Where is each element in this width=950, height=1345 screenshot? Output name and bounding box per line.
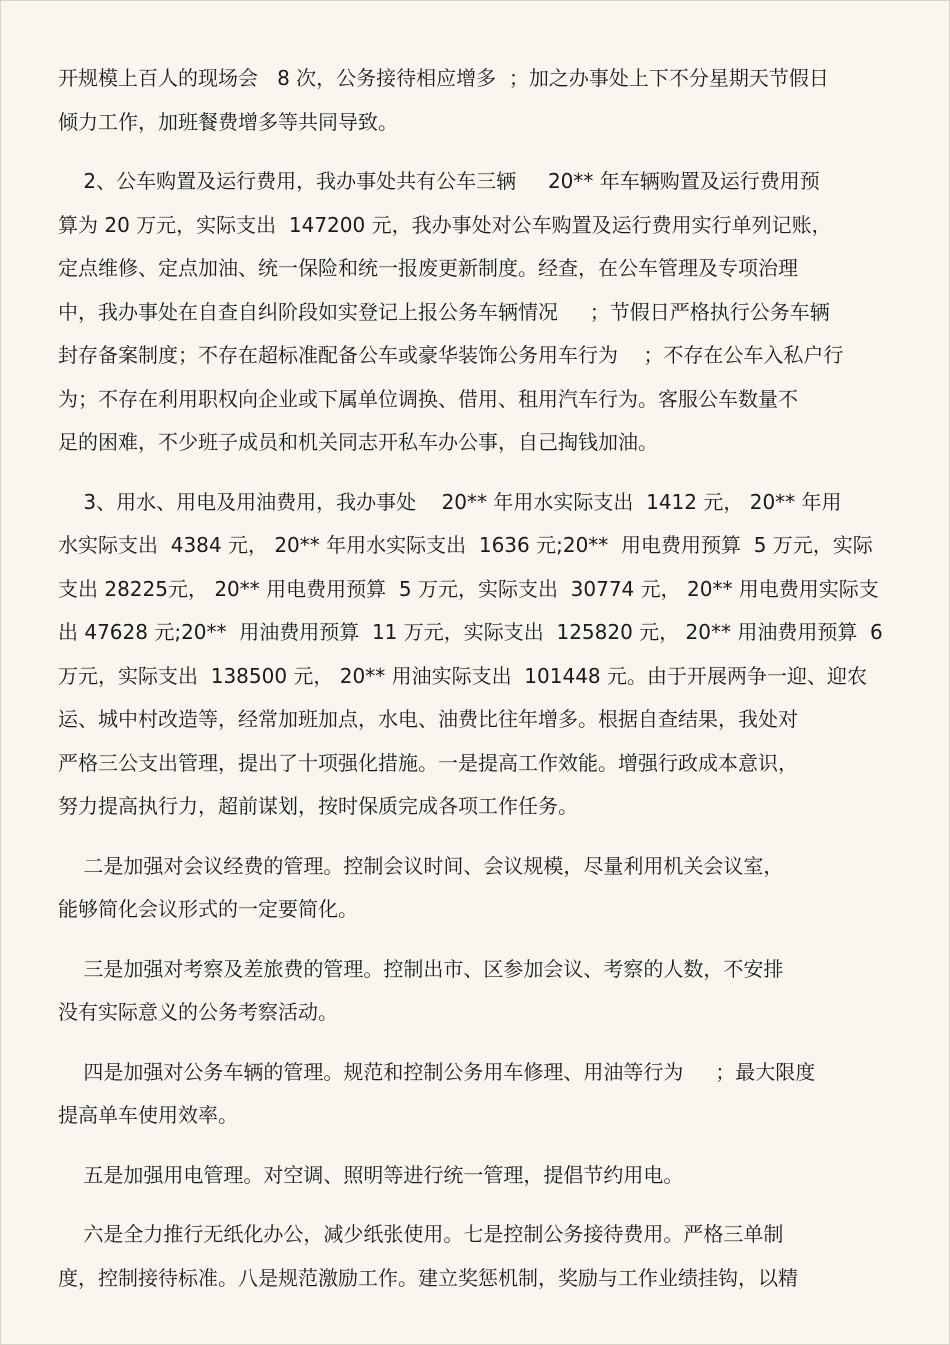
text-line: 严格三公支出管理，提出了十项强化措施。一是提高工作效能。增强行政成本意识， xyxy=(58,750,798,775)
text-line: 五是加强用电管理。对空调、照明等进行统一管理，提倡节约用电。 xyxy=(58,1162,684,1187)
paragraph xyxy=(58,1051,888,1138)
text-line: 封存备案制度；不存在超标准配备公车或豪华装饰公务用车行为 ；不存在公车入私户行 xyxy=(58,343,844,367)
paragraph xyxy=(58,481,888,829)
paragraph xyxy=(58,948,888,1035)
text-line: 开规模上百人的现场会 8 次，公务接待相应增多 ；加之办事处上下不分星期天节假日 xyxy=(58,66,829,90)
text-line: 努力提高执行力，超前谋划，按时保质完成各项工作任务。 xyxy=(58,794,578,818)
text-line: 中，我办事处在自查自纠阶段如实登记上报公务车辆情况 ；节假日严格执行公务车辆 xyxy=(58,299,830,324)
text-line: 2、公车购置及运行费用，我办事处共有公车三辆 20** 年车辆购置及运行费用预 xyxy=(58,169,820,193)
text-line: 水实际支出 4384 元， 20** 年用水实际支出 1636 元;20** 用电费用预算 5 万元，实际 xyxy=(58,533,873,557)
text-line: 六是全力推行无纸化办公，减少纸张使用。七是控制公务接待费用。严格三单制 xyxy=(58,1222,784,1246)
paragraph xyxy=(58,160,888,465)
text-line: 算为 20 万元，实际支出 147200 元，我办事处对公车购置及运行费用实行单列记账， xyxy=(58,212,832,237)
text-line: 为；不存在利用职权向企业或下属单位调换、借用、租用汽车行为。客服公车数量不 xyxy=(58,386,798,411)
text-line: 提高单车使用效率。 xyxy=(58,1103,238,1127)
text-line: 3、用水、用电及用油费用，我办事处 20** 年用水实际支出 1412 元， 20** 年用 xyxy=(58,489,842,514)
text-line: 支出 28225元， 20** 用电费用预算 5 万元，实际支出 30774 元， 20** 用电费用实际支 xyxy=(58,576,879,601)
text-line: 运、城中村改造等，经常加班加点，水电、油费比往年增多。根据自查结果，我处对 xyxy=(58,707,798,731)
paragraph xyxy=(58,57,888,144)
document-body xyxy=(58,57,888,1300)
text-line: 倾力工作，加班餐费增多等共同导致。 xyxy=(58,109,398,134)
text-line: 出 47628 元;20** 用油费用预算 11 万元，实际支出 125820 元， 20** 用油费用预算 6 xyxy=(58,620,883,644)
text-line: 二是加强对会议经费的管理。控制会议时间、会议规模，尽量利用机关会议室， xyxy=(58,853,784,878)
paragraph xyxy=(58,1213,888,1300)
text-line: 四是加强对公务车辆的管理。规范和控制公务用车修理、用油等行为 ；最大限度 xyxy=(58,1059,816,1084)
text-line: 万元，实际支出 138500 元， 20** 用油实际支出 101448 元。由于开展两争一迎、迎农 xyxy=(58,663,868,688)
paragraph xyxy=(58,845,888,932)
paragraph xyxy=(58,1154,888,1198)
text-line: 定点维修、定点加油、统一保险和统一报废更新制度。经查，在公车管理及专项治理 xyxy=(58,256,798,280)
text-line: 度，控制接待标准。八是规范激励工作。建立奖惩机制，奖励与工作业绩挂钩，以精 xyxy=(58,1265,798,1290)
text-line: 能够简化会议形式的一定要简化。 xyxy=(58,897,358,921)
text-line: 三是加强对考察及差旅费的管理。控制出市、区参加会议、考察的人数，不安排 xyxy=(58,956,784,981)
text-line: 足的困难，不少班子成员和机关同志开私车办公事，自己掏钱加油。 xyxy=(58,430,658,454)
text-line: 没有实际意义的公务考察活动。 xyxy=(58,1000,338,1024)
